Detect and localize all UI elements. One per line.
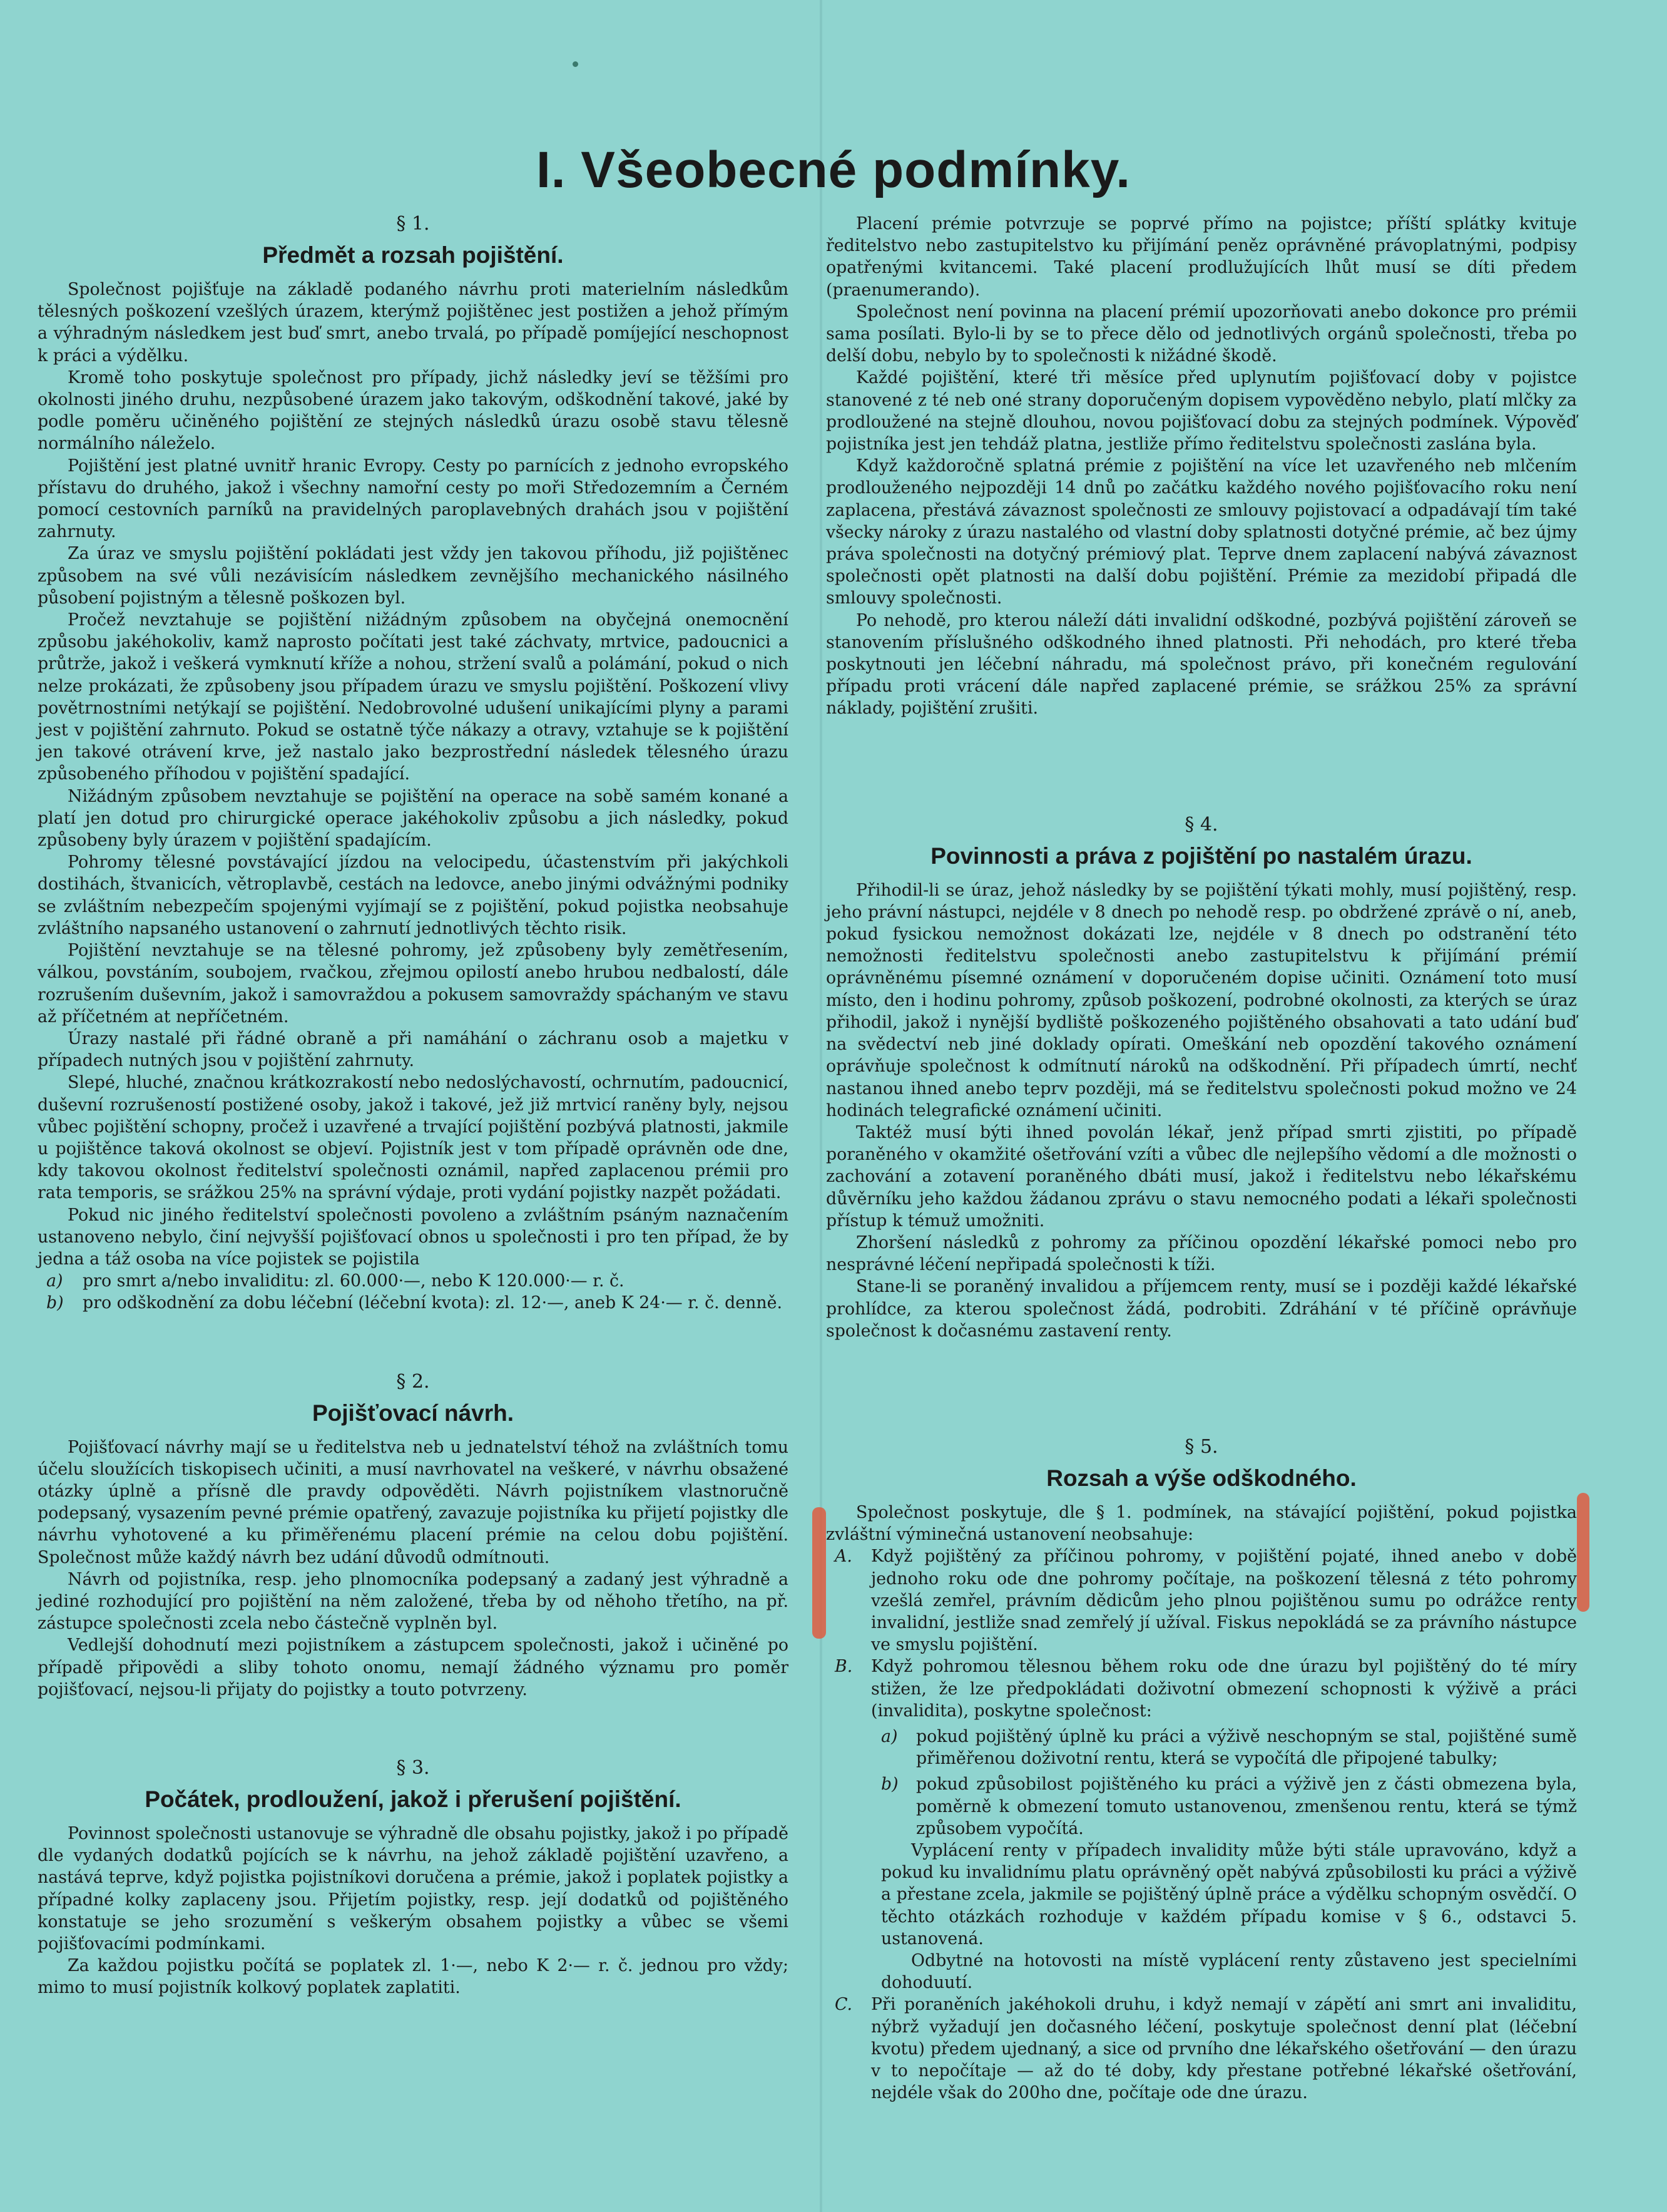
list-item [38, 1270, 788, 1292]
paragraph: Společnost poskytuje, dle § 1. podmínek, na stávající pojištění, pokud pojistka zvláštní výminečná ustanovení neobsahuje: [826, 1502, 1577, 1545]
paragraph: Úrazy nastalé při řádné obraně a při namáhání o záchranu osob a majetku v případech nutných jsou v pojištění zahrnuty. [38, 1028, 788, 1071]
paragraph: Odbytné na hotovosti na místě vyplácení renty zůstaveno jest specielními dohoduutí. [881, 1951, 1577, 1993]
paragraph: Zhoršení následků z pohromy za příčinou opozdění lékařské pomoci nebo pro nesprávné léčení nepřipadá společnosti k tíži. [826, 1232, 1577, 1275]
item-text: pro odškodnění za dobu léčební (léčební kvota): zl. 12·—, aneb K 24·— r. č. denně. [83, 1293, 783, 1313]
paragraph: Každé pojištění, které tři měsíce před uplynutím pojišťovací doby v pojistce stanovené z té neb oné strany doporučeným dopisem vypověděno nebylo, platí mlčky za prodloužené na stejně dlouhou, novou pojišťovací dobu za stejných podmínek. Výpověď pojistníka jest jen tehdáž platna, jestliže přímo ředitelstvu společnosti zaslána byla. [826, 368, 1577, 454]
item-label: a) [46, 1271, 63, 1291]
sub-list-item [881, 1773, 1577, 1840]
paragraph: Taktéž musí býti ihned povolán lékař, jenž případ smrti zjistiti, po případě poraněného v okamžité ošetřování vzíti a vůbec dle nejlepšího vědomí a dle možnosti o zachování a zotavení poraněného dbáti musí, jakož i ředitelstvu nebo lékařskému důvěrníku jeho každou žádanou zprávu o stavu nemocného podati a lékaři společnosti přístup k témuž umožniti. [826, 1122, 1577, 1231]
paragraph: Když každoročně splatná prémie z pojištění na více let uzavřeného neb mlčením prodlouženého nejpozději 14 dnů po začátku každého nového pojišťovacího roku není zaplacena, přestává závaznost společnosti ze smlouvy pojistovací a odpadávají tím také všecky nároky z úrazu nastalého od vlastní doby splatnosti dotyčné prémie, ač bez újmy práva společnosti na dotyčný prémiový plat. Teprve dnem zaplacení nabývá závaznost společnosti opět platnosti na další dobu pojištění. Prémie za mezidobí připadá dle smlouvy společnosti. [826, 456, 1577, 608]
section-number: § 3. [396, 1756, 430, 1779]
list-item [826, 1545, 1577, 1656]
paragraph: Stane-li se poraněný invalidou a příjemcem renty, musí se i později každé lékařské prohlídce, za kterou společnost žádá, podrobiti. Zdráhání v té příčině oprávňuje společnost k dočasnému zastavení renty. [826, 1277, 1577, 1341]
list-item [826, 1994, 1577, 2104]
paragraph: Po nehodě, pro kterou náleží dáti invalidní odškodné, pozbývá pojištění zároveň se stanovením příslušného odškodného ihned platnosti. Při nehodách, pro které třeba poskytnouti jen léčební náhradu, má společnost právo, při konečném regulování případu proti vrácení dále napřed zaplacené prémie, se srážkou 25% za správní náklady, pojištění zrušiti. [826, 610, 1577, 719]
right-column [826, 213, 1577, 2104]
section-title: Pojišťovací návrh. [312, 1400, 514, 1426]
paragraph: Pokud nic jiného ředitelství společnosti povoleno a zvláštním psáným naznačením ustanoveno nebylo, činí nejvyšší pojišťovací obnos u společnosti i pro ten případ, že by jedna a táž osoba na více pojistek se pojistila [38, 1205, 788, 1269]
item-label: b) [46, 1293, 64, 1313]
paragraph: Za každou pojistku počítá se poplatek zl. 1·—, nebo K 2·— r. č. jednou pro vždy; mimo to musí pojistník kolkový poplatek zaplatiti. [38, 1956, 788, 1998]
paragraph: Pojišťovací návrhy mají se u ředitelstva neb u jednatelství téhož na zvláštních tomu účelu sloužících tiskopisech učiniti, a musí navrhovatel na veškeré, v návrhu obsažené otázky úplně a přísně dle pravdy odpověděti. Návrh pojistníkem vlastnoručně podepsaný, vysazením pevné prémie opatřený, zavazuje pojistníka ku přijetí pojistky dle návrhu vyhotovené a ku přiměřenému placení prémie na celou dobu pojištění. Společnost může každý návrh bez udání důvodů odmítnouti. [38, 1437, 788, 1567]
paragraph: Pojištění nevztahuje se na tělesné pohromy, jež způsobeny byly zemětřesením, válkou, povstáním, soubojem, rvačkou, zřejmou opilostí anebo hrubou nedbalostí, dále rozrušením duševním, jakož i samovraždou a pokusem samovraždy spáchaným ve stavu až příčetném at nepříčetném. [38, 941, 788, 1027]
left-column [38, 213, 788, 1999]
section-title: Rozsah a výše odškodného. [1046, 1465, 1357, 1491]
section-title: Povinnosti a práva z pojištění po nastalém úrazu. [930, 842, 1472, 869]
section-number: § 2. [396, 1370, 430, 1393]
paragraph: Slepé, hluché, značnou krátkozrakostí nebo nedoslýchavostí, ochrnutím, padoucnicí, duševní rozrušeností postižené osoby, jakož i takové, jež již mrtvicí raněny byly, nejsou vůbec pojištění schopny, pročež i uzavřené a trvající pojištění pozbývá platnosti, jakmile u pojištěnce taková okolnost se objeví. Pojistník jest v tom případě oprávněn ode dne, kdy takovou okolnost ředitelství společnosti oznámil, napřed zaplacenou prémii pro rata temporis, se srážkou 25% na správní výdaje, proti vydání pojistky nazpět požádati. [38, 1073, 788, 1203]
ink-dot [573, 61, 578, 67]
item-text: Když pojištěný za příčinou pohromy, v pojištění pojaté, ihned anebo v době jednoho roku ode dne pohromy počítaje, na poškození tělesná z této pohromy vzešlá zemřel, právním dědicům jeho plnou pojištěnou sumu po odrážce renty invalidní, jestliže snad zemřelý jí užíval. Fiskus nepokládá se za právního nástupce ve smyslu pojištění. [871, 1547, 1577, 1655]
paragraph: Přihodil-li se úraz, jehož následky by se pojištění týkati mohly, musí pojištěný, resp. jeho právní nástupci, nejdéle v 8 dnech po nehodě resp. po obdržené zprávě o ní, aneb, pokud fysickou nemožnost dokázati lze, nejdéle v 8 dnech po odstranění této nemožnosti ředitelstvu společnosti anebo zastupitelstvu k přijímání prémií oprávněnému písemné oznámení v doporučeném dopise učiniti. Oznámení toto musí místo, den i hodinu pohromy, způsob poškození, podrobné okolnosti, za kterých se úraz přihodil, jakož i nynější bydliště poškozeného pojištěného obsahovati a tato udání buď na svědectví neb jiné doklady opírati. Omeškání neb opozdění takového oznámení oprávňuje společnost k odmítnutí nároků na odškodnění. Při případech úmrtí, nechť nastanou ihned anebo teprv později, má se ředitelstvu společnosti pokud možno ve 24 hodinách telegrafické oznámení učiniti. [826, 880, 1577, 1120]
item-label: a) [881, 1726, 898, 1746]
item-text: pro smrt a/nebo invaliditu: zl. 60.000·—, nebo K 120.000·— r. č. [83, 1271, 624, 1291]
list-item [826, 1656, 1577, 1722]
paragraph: Návrh od pojistníka, resp. jeho plnomocníka podepsaný a zadaný jest výhradně a jediné rozhodující pro pojištění na něm založené, třeba by od něhoho třetího, na př. zástupce společnosti zcela nebo částečně vyplněn byl. [38, 1569, 788, 1634]
item-text: Při poraněních jakéhokoli druhu, i když nemají v zápětí ani smrt ani invaliditu, nýbrž vyžadují jen dočasného léčení, poskytuje společnost denní plat (léčební kvotu) předem ujednaný, a sice od prvního dne lékařského ošetřování — den úrazu v to nepočítaje — až do té doby, kdy přestane potřebné lékařské ošetřování, nejdéle však do 200ho dne, počítaje ode dne úrazu. [871, 1995, 1577, 2103]
list-item [38, 1292, 788, 1314]
section-number: § 1. [396, 213, 430, 235]
item-text: pokud pojištěný úplně ku práci a výživě neschopným se stal, pojištěné sumě přiměřenou doživotní rentu, která se vypočítá dle připojené tabulky; [916, 1726, 1577, 1769]
item-text: Když pohromou tělesnou během roku ode dne úrazu byl pojištěný do té míry stižen, že lze předpokládati doživotní obmezení schopnosti k výživě a práci (invalidita), poskytne společnost: [871, 1657, 1577, 1721]
paragraph: Společnost pojišťuje na základě podaného návrhu proti materielním následkům tělesných poškození vzešlých úrazem, kterýmž pojištěnec jest postižen a jehož přímým a výhradným následkem jest buď smrt, anebo trvalá, po případě pomíjející neschopnost k práci a výdělku. [38, 280, 788, 366]
item-label: C. [835, 1995, 853, 2015]
section-title: Počátek, prodloužení, jakož i přerušení pojištění. [145, 1786, 681, 1812]
paragraph: Společnost není povinna na placení prémií upozorňovati anebo dokonce pro prémii sama posílati. Bylo-li by se to přece dělo od jednotlivých orgánů společnosti, třeba po delší dobu, nebylo by to společnosti k nižádné škodě. [826, 302, 1577, 366]
paragraph: Vyplácení renty v případech invalidity může býti stále upravováno, když a pokud ku invalidnímu platu oprávněný opět nabývá způsobilosti ku práci a výživě a přestane zcela, jakmile se pojištěný úplně práce a výdělku schopným osvědčí. O těchto otázkách rozhoduje v každém případu komise v § 6., odstavci 5. ustanovená. [881, 1840, 1577, 1948]
paragraph: Pohromy tělesné povstávající jízdou na velocipedu, účastenstvím při jakýchkoli dostihách, štvanicích, větroplavbě, cestách na ledovce, anebo jinými odvážnými podniky se zvláštním nebezpečím spojenými vyjímají se z pojištění, pokud pojistka neobsahuje zvláštního napsaného ustanovení o zahrnutí jednotlivých těchto risik. [38, 853, 788, 938]
sub-list-item [881, 1726, 1577, 1769]
paragraph: Kromě toho poskytuje společnost pro případy, jichž následky jeví se těžšími pro okolnosti jiného druhu, nezpůsobené úrazem jako takovým, odškodnění takové, jaké by podle poměru učiněného pojištění ze stejných následků úrazu osobě stavu tělesně normálního náleželo. [38, 367, 788, 454]
paragraph: Nižádným způsobem nevztahuje se pojištění na operace na sobě samém konané a platí jen dotud pro chirurgické operace jakéhokoliv způsobu a jich následky, pokud způsobeny byly úrazem v pojištění spadajícím. [38, 786, 788, 851]
item-text: pokud způsobilost pojištěného ku práci a výživě jen z části obmezena byla, poměrně k obmezení tomuto ustanovenou, zmenšenou rentu, která se týmž způsobem vypočítá. [916, 1774, 1577, 1838]
section-number: § 5. [1185, 1435, 1218, 1458]
paragraph: Vedlejší dohodnutí mezi pojistníkem a zástupcem společnosti, jakož i učiněné po případě připovědi a sliby tohoto onomu, nemají žádného významu pro poměr pojišťovací, nejsou-li přijaty do pojistky a touto potvrzeny. [38, 1636, 788, 1699]
section-number: § 4. [1185, 813, 1218, 836]
red-margin-mark [812, 1507, 826, 1639]
paragraph: Povinnost společnosti ustanovuje se výhradně dle obsahu pojistky, jakož i po případě dle vydaných dodatků pojících se k návrhu, na jehož základě pojištění uzavřeno, a nastává teprve, když pojistka pojistníkovi doručena a prémie, jakož i poplatek pojistky a případné kolky zaplaceny jsou. Přijetím pojistky, resp. její dodatků od pojištěného konstatuje se jeho srozumění s veškerým obsahem pojistky a vůbec se všemi pojišťovacími podmínkami. [38, 1823, 788, 1953]
paragraph: Za úraz ve smyslu pojištění pokládati jest vždy jen takovou příhodu, již pojištěnec způsobem na své vůli nezávisícím následkem zevnějšího mechanického násilného působení pojistným a tělesně poškozen byl. [38, 544, 788, 608]
red-margin-mark [1577, 1493, 1589, 1612]
document-title: I. Všeobecné podmínky. [536, 141, 1131, 198]
item-label: B. [835, 1657, 853, 1677]
paragraph: Pročež nevztahuje se pojištění nižádným způsobem na obyčejná onemocnění způsobu jakéhokoliv, kamž naprosto počítati jest také záchvaty, mrtvice, padoucnici a průtrže, jakož i veškerá vymknutí kříže a nohou, stržení svalů a polámání, pokud o nich nelze prokázati, že způsobeny jsou případem úrazu ve smyslu pojištění. Poškození vlivy povětrnostními netýkají se pojištění. Nedobrovolné udušení unikajícími plyny a parami jest v pojištění zahrnuto. Pokud se ostatně týče nákazy a otravy, vztahuje se k pojištění jen takové otrávení krve, jež nastalo jako bezprostřední následek tělesného úrazu způsobeného příhodou v pojištění spadající. [38, 610, 788, 784]
page-fold [820, 0, 822, 2212]
item-label: A. [835, 1547, 852, 1567]
paragraph: Placení prémie potvrzuje se poprvé přímo na pojistce; příští splátky kvituje ředitelstvo nebo zastupitelstvo ku přijímání peněz oprávněné právoplatnými, podpisy opatřenými kvitancemi. Také placení prodlužujících lhůt musí se díti předem (praenumerando). [826, 214, 1577, 300]
item-label: b) [881, 1774, 899, 1795]
section-title: Předmět a rozsah pojištění. [262, 242, 564, 268]
paragraph: Pojištění jest platné uvnitř hranic Evropy. Cesty po parnících z jednoho evropského přístavu do druhého, jakož i všechny namořní cesty po moři Středozemním a Černém pomocí cestovních parníků na pravidelných paroplavebných drahách jsou v pojištění zahrnuty. [38, 456, 788, 542]
